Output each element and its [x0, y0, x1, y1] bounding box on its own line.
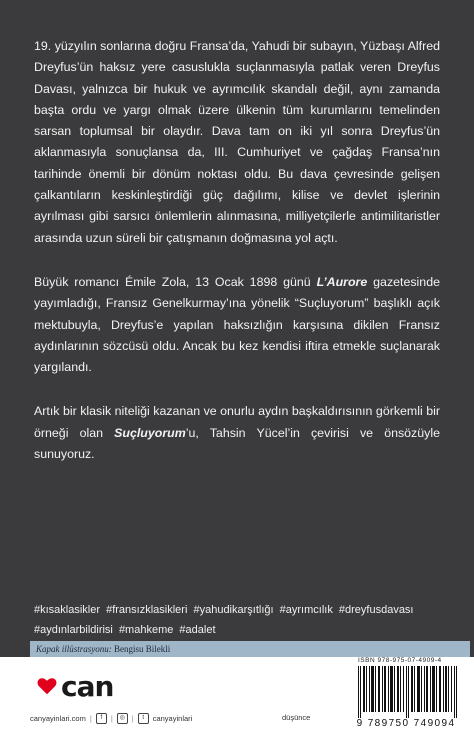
hashtag: #kısaklasikler — [34, 604, 101, 616]
logo-wordmark: can — [61, 669, 114, 703]
divider: | — [131, 714, 134, 723]
hashtag: #dreyfusdavası — [338, 604, 414, 616]
newspaper-title: L’Aurore — [316, 274, 368, 289]
paragraph-2 — [34, 272, 440, 378]
publisher-logo — [36, 667, 126, 705]
website: canyayinlari.com — [30, 714, 86, 723]
social-handle: canyayinlari — [152, 714, 193, 723]
hashtag: #adalet — [179, 624, 216, 636]
hashtag: #aydınlarbildirisi — [34, 624, 113, 636]
divider: | — [89, 714, 92, 723]
hashtag: #ayrımcılık — [279, 604, 333, 616]
credit-label: Kapak illüstrasyonu: — [36, 644, 112, 654]
instagram-icon: ◎ — [117, 713, 128, 724]
paragraph-2-text-end: gazetesinde yayımladığı, Fransız Genelkurmay’ına yönelik “Suçluyorum” başlıklı açık mektubuyla, Dreyfus’e yapılan haksızlığın karşısına dikilen Fransız aydınlarının sözcüsü oldu. Ancak bu kez kendisi iftira etmekle suçlanarak yargılandı. — [34, 274, 440, 375]
paragraph-1 — [34, 36, 440, 249]
imprint-label: düşünce — [282, 713, 311, 722]
barcode — [358, 666, 458, 718]
blurb — [34, 36, 440, 486]
hashtag: #fransızklasikleri — [106, 604, 188, 616]
contact-line — [30, 713, 192, 724]
twitter-icon: t — [138, 713, 149, 724]
hashtag: #mahkeme — [118, 624, 174, 636]
paragraph-3-text: Artık bir klasik niteliği kazanan ve onurlu aydın başkaldırısının görkemli bir örneği olan — [34, 404, 440, 440]
paragraph-1-text: 19. yüzyılın sonlarına doğru Fransa’da, Yahudi bir subayın, Yüzbaşı Alfred Dreyfus’ün haksız yere casuslukla suçlanmasıyla patlak veren Dreyfus Davası, yalnızca bir hukuk ve ayrımcılık skandalı değil, aynı zamanda başta ordu ve yargı olmak üzere ülkenin tüm kurumlarını temelinden sarsan toplumsal bir olaydır. Dava tam on iki yıl sonra Dreyfus’ün aklanmasıyla sonuçlansa da, III. Cumhuriyet ve çağdaş Fransa’nın tarihinde önemli bir dönüm noktası oldu. Bu dava çevresinde gelişen çalkantıların keskinleştirdiği güç dağılımı, kilise ve devlet işlerinin ayrılması gibi sarsıcı önlemlerin alınmasına, milliyetçilerle antimilitaristler arasında uzun süreli bir çatışmanın doğmasına yol açtı. — [34, 39, 440, 245]
paragraph-3-text-end: ’u, Tahsin Yücel’in çevirisi ve önsözüyle sunuyoruz. — [34, 425, 440, 462]
credit-name: Bengisu Bilekli — [114, 644, 171, 654]
hashtag: #yahudikarşıtlığı — [193, 604, 274, 616]
illustration-credit — [30, 641, 470, 657]
heart-icon — [36, 675, 58, 697]
paragraph-2-text: Büyük romancı Émile Zola, 13 Ocak 1898 günü — [34, 274, 317, 289]
hashtags — [34, 600, 454, 640]
paragraph-3 — [34, 401, 440, 465]
barcode-number: 9 789750 749094 — [356, 718, 456, 729]
book-title: Suçluyorum — [114, 425, 186, 440]
divider: | — [110, 714, 113, 723]
facebook-icon: f — [96, 713, 107, 724]
isbn-label: ISBN 978-975-07-4909-4 — [358, 657, 442, 664]
publisher-footer — [0, 657, 474, 738]
